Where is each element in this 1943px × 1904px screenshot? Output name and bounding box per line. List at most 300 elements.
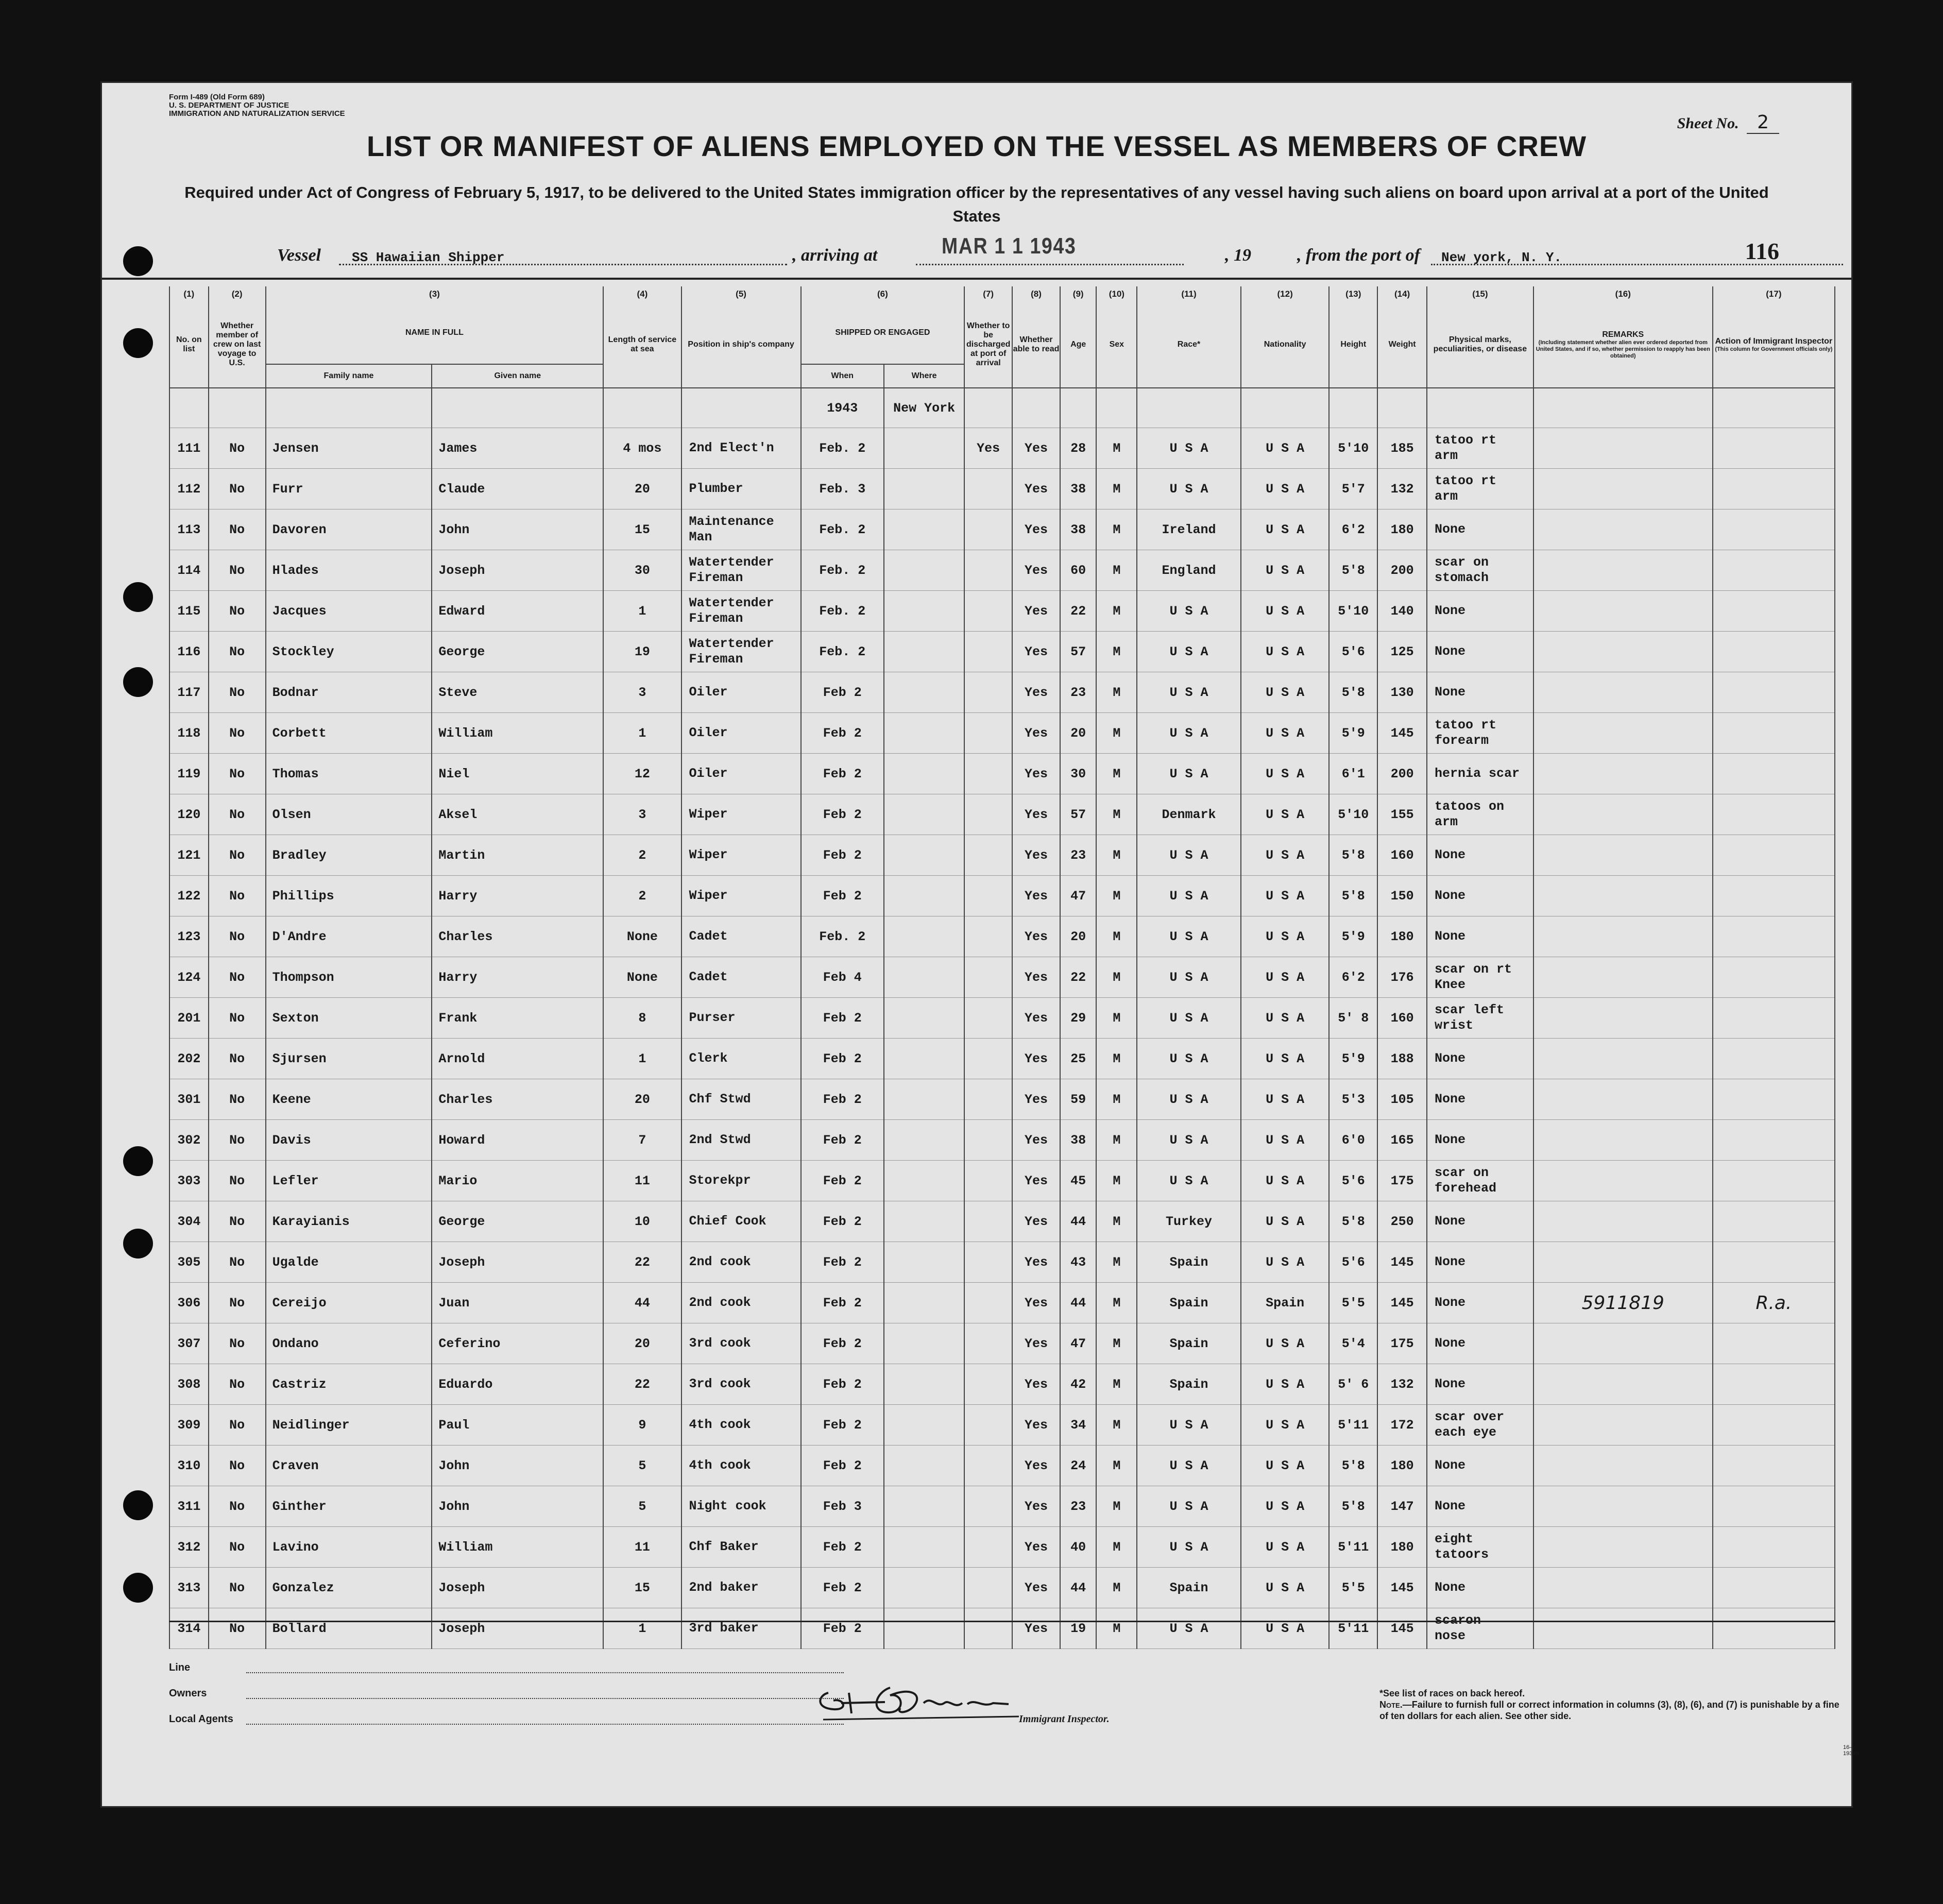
remarks [1533, 591, 1713, 632]
nationality: U S A [1241, 1079, 1329, 1120]
discharged [964, 876, 1012, 916]
able-to-read: Yes [1012, 1527, 1060, 1568]
race: Spain [1137, 1568, 1241, 1608]
remarks [1533, 509, 1713, 550]
crew-row [169, 754, 1835, 794]
height: 5'11 [1329, 1608, 1377, 1649]
position: Wiper [681, 794, 801, 835]
last-voyage-member: No [209, 1446, 266, 1486]
crew-row [169, 1405, 1835, 1446]
shipped-where: New York [884, 388, 964, 428]
last-voyage-member: No [209, 591, 266, 632]
weight: 145 [1377, 1608, 1427, 1649]
physical-marks: hernia scar [1427, 754, 1533, 794]
document-subtitle: Required under Act of Congress of February 5, 1917, to be delivered to the United States immigration officer by the representatives of any vessel having such aliens on board upon arrival at a port of the United States [184, 183, 1769, 225]
weight: 176 [1377, 957, 1427, 998]
col-number: (13) [1329, 286, 1377, 302]
family-name: Davis [266, 1120, 432, 1161]
age: 25 [1060, 1039, 1097, 1079]
height: 6'1 [1329, 754, 1377, 794]
binder-hole [123, 667, 153, 697]
nationality: U S A [1241, 591, 1329, 632]
given-name: George [432, 632, 603, 672]
age: 20 [1060, 916, 1097, 957]
weight: 147 [1377, 1486, 1427, 1527]
row-number: 314 [169, 1608, 209, 1649]
shipped-where [884, 1201, 964, 1242]
sex: M [1096, 1568, 1137, 1608]
nationality: U S A [1241, 672, 1329, 713]
nationality: U S A [1241, 1161, 1329, 1201]
physical-marks: None [1427, 1568, 1533, 1608]
col-number: (17) [1713, 286, 1835, 302]
height: 5'8 [1329, 876, 1377, 916]
inspector-action [1713, 550, 1835, 591]
remarks [1533, 1039, 1713, 1079]
length-of-service: 1 [603, 591, 681, 632]
discharged [964, 550, 1012, 591]
physical-marks: tatoos on arm [1427, 794, 1533, 835]
shipped-where [884, 1120, 964, 1161]
position: 3rd cook [681, 1364, 801, 1405]
shipped-when: Feb 3 [801, 1486, 884, 1527]
inspector-action [1713, 1364, 1835, 1405]
inspector-action [1713, 1405, 1835, 1446]
shipped-when: Feb 2 [801, 1405, 884, 1446]
crew-row [169, 1201, 1835, 1242]
position: Night cook [681, 1486, 801, 1527]
position: Clerk [681, 1039, 801, 1079]
physical-marks: None [1427, 509, 1533, 550]
given-name: Martin [432, 835, 603, 876]
race: Spain [1137, 1283, 1241, 1323]
weight: 165 [1377, 1120, 1427, 1161]
header-sex: Sex [1096, 302, 1137, 388]
from-port-label: , from the port of [1297, 246, 1420, 265]
nationality: U S A [1241, 1527, 1329, 1568]
height: 5'8 [1329, 672, 1377, 713]
action-subtitle: (This column for Government officials only) [1715, 346, 1833, 352]
race: Turkey [1137, 1201, 1241, 1242]
position: Watertender Fireman [681, 591, 801, 632]
length-of-service: 10 [603, 1201, 681, 1242]
last-voyage-member: No [209, 469, 266, 509]
position: Chief Cook [681, 1201, 801, 1242]
crew-row [169, 550, 1835, 591]
discharged [964, 1568, 1012, 1608]
able-to-read: Yes [1012, 1608, 1060, 1649]
sex: M [1096, 428, 1137, 469]
family-name: Sjursen [266, 1039, 432, 1079]
nationality: Spain [1241, 1283, 1329, 1323]
crew-row [169, 509, 1835, 550]
physical-marks: None [1427, 591, 1533, 632]
crew-row [169, 1120, 1835, 1161]
race: U S A [1137, 1446, 1241, 1486]
race: U S A [1137, 591, 1241, 632]
race: U S A [1137, 1608, 1241, 1649]
able-to-read: Yes [1012, 672, 1060, 713]
given-name: Harry [432, 957, 603, 998]
family-name: Jacques [266, 591, 432, 632]
sex: M [1096, 876, 1137, 916]
header-height: Height [1329, 302, 1377, 388]
race: Spain [1137, 1364, 1241, 1405]
binder-hole [123, 328, 153, 358]
family-name: Sexton [266, 998, 432, 1039]
shipped-when: Feb 2 [801, 1242, 884, 1283]
discharged [964, 1161, 1012, 1201]
family-name: Stockley [266, 632, 432, 672]
height: 5' 8 [1329, 998, 1377, 1039]
discharged [964, 1201, 1012, 1242]
age: 47 [1060, 1323, 1097, 1364]
family-name: Ondano [266, 1323, 432, 1364]
inspector-action [1713, 713, 1835, 754]
age: 38 [1060, 509, 1097, 550]
weight: 130 [1377, 672, 1427, 713]
able-to-read: Yes [1012, 469, 1060, 509]
race: Spain [1137, 1242, 1241, 1283]
given-name: Paul [432, 1405, 603, 1446]
discharged [964, 957, 1012, 998]
height: 5'9 [1329, 713, 1377, 754]
shipped-where [884, 998, 964, 1039]
row-number: 305 [169, 1242, 209, 1283]
line-label: Line [169, 1662, 191, 1673]
col-number: (4) [603, 286, 681, 302]
department: U. S. DEPARTMENT OF JUSTICE [169, 101, 289, 110]
row-number: 301 [169, 1079, 209, 1120]
height: 5'9 [1329, 1039, 1377, 1079]
discharged [964, 1283, 1012, 1323]
shipped-where [884, 1323, 964, 1364]
physical-marks: None [1427, 1039, 1533, 1079]
family-name: Bollard [266, 1608, 432, 1649]
given-name: Niel [432, 754, 603, 794]
able-to-read: Yes [1012, 1039, 1060, 1079]
discharged [964, 1120, 1012, 1161]
row-number: 115 [169, 591, 209, 632]
physical-marks: None [1427, 672, 1533, 713]
race: U S A [1137, 1120, 1241, 1161]
able-to-read: Yes [1012, 998, 1060, 1039]
sex: M [1096, 1446, 1137, 1486]
crew-row [169, 794, 1835, 835]
vessel-name: SS Hawaiian Shipper [352, 250, 505, 265]
row-number: 121 [169, 835, 209, 876]
last-voyage-member: No [209, 957, 266, 998]
length-of-service: 20 [603, 1079, 681, 1120]
inspector-action [1713, 632, 1835, 672]
nationality: U S A [1241, 713, 1329, 754]
last-voyage-member: No [209, 876, 266, 916]
crew-row [169, 591, 1835, 632]
weight: 175 [1377, 1323, 1427, 1364]
binder-hole [123, 1146, 153, 1176]
discharged [964, 1039, 1012, 1079]
binder-hole [123, 1490, 153, 1520]
sex: M [1096, 1242, 1137, 1283]
sex: M [1096, 672, 1137, 713]
action-title: Action of Immigrant Inspector [1715, 336, 1833, 346]
length-of-service: 19 [603, 632, 681, 672]
inspector-action [1713, 794, 1835, 835]
last-voyage-member: No [209, 713, 266, 754]
crew-row [169, 1446, 1835, 1486]
length-of-service: 15 [603, 509, 681, 550]
shipped-where [884, 754, 964, 794]
remarks [1533, 1323, 1713, 1364]
inspector-action [1713, 835, 1835, 876]
physical-marks: None [1427, 835, 1533, 876]
column-number-row [169, 286, 1835, 302]
col-number: (12) [1241, 286, 1329, 302]
inspector-action [1713, 1527, 1835, 1568]
family-name: Thompson [266, 957, 432, 998]
remarks [1533, 916, 1713, 957]
physical-marks: None [1427, 1323, 1533, 1364]
length-of-service: 15 [603, 1568, 681, 1608]
last-voyage-member: No [209, 1283, 266, 1323]
arriving-label: , arriving at [792, 246, 878, 265]
physical-marks: scaron nose [1427, 1608, 1533, 1649]
inspector-action [1713, 672, 1835, 713]
document-title: LIST OR MANIFEST OF ALIENS EMPLOYED ON THE VESSEL AS MEMBERS OF CREW [366, 130, 1587, 162]
remarks [1533, 1364, 1713, 1405]
weight: 180 [1377, 1446, 1427, 1486]
col-number: (2) [209, 286, 266, 302]
race: U S A [1137, 632, 1241, 672]
race: U S A [1137, 957, 1241, 998]
height: 5'11 [1329, 1527, 1377, 1568]
inspector-action [1713, 591, 1835, 632]
sex: M [1096, 1486, 1137, 1527]
inspector-action [1713, 469, 1835, 509]
owners-label: Owners [169, 1688, 207, 1699]
header-action [1713, 302, 1835, 388]
weight: 188 [1377, 1039, 1427, 1079]
weight: 145 [1377, 1283, 1427, 1323]
header-where: Where [884, 364, 964, 388]
discharged [964, 1405, 1012, 1446]
age: 23 [1060, 835, 1097, 876]
shipped-when: Feb. 2 [801, 550, 884, 591]
physical-marks: None [1427, 876, 1533, 916]
weight: 155 [1377, 794, 1427, 835]
vessel-label: Vessel [277, 246, 321, 265]
sheet-number-label: Sheet No. [1677, 115, 1739, 132]
able-to-read: Yes [1012, 1120, 1060, 1161]
date-header-row [169, 388, 1835, 428]
height: 5'6 [1329, 632, 1377, 672]
discharged [964, 998, 1012, 1039]
arriving-underline [916, 264, 1184, 265]
length-of-service: 9 [603, 1405, 681, 1446]
shipped-where [884, 916, 964, 957]
physical-marks: None [1427, 1283, 1533, 1323]
sex: M [1096, 1161, 1137, 1201]
weight: 140 [1377, 591, 1427, 632]
remarks [1533, 713, 1713, 754]
shipped-where [884, 794, 964, 835]
sheet-total-number: 116 [1745, 238, 1779, 264]
column-header-row [169, 302, 1835, 364]
physical-marks: eight tatoors [1427, 1527, 1533, 1568]
last-voyage-member: No [209, 1161, 266, 1201]
row-number: 303 [169, 1161, 209, 1201]
able-to-read: Yes [1012, 1323, 1060, 1364]
shipped-where [884, 509, 964, 550]
height: 5'10 [1329, 428, 1377, 469]
shipped-when: Feb 2 [801, 1161, 884, 1201]
family-name: Ginther [266, 1486, 432, 1527]
physical-marks: scar left wrist [1427, 998, 1533, 1039]
position: Watertender Fireman [681, 632, 801, 672]
position: 3rd baker [681, 1608, 801, 1649]
shipped-where [884, 957, 964, 998]
remarks [1533, 1405, 1713, 1446]
physical-marks: None [1427, 1201, 1533, 1242]
shipped-when: Feb 2 [801, 1201, 884, 1242]
header-race: Race* [1137, 302, 1241, 388]
age: 60 [1060, 550, 1097, 591]
sex: M [1096, 998, 1137, 1039]
last-voyage-member: No [209, 794, 266, 835]
header-length-of-service: Length of service at sea [603, 302, 681, 388]
position: Oiler [681, 713, 801, 754]
family-name: Jensen [266, 428, 432, 469]
inspector-signature [813, 1672, 1029, 1729]
shipped-when: Feb 4 [801, 957, 884, 998]
immigrant-inspector-label: Immigrant Inspector. [1019, 1713, 1110, 1725]
height: 6'2 [1329, 957, 1377, 998]
sex: M [1096, 1283, 1137, 1323]
height: 5'11 [1329, 1405, 1377, 1446]
physical-marks: None [1427, 1364, 1533, 1405]
length-of-service: 1 [603, 1039, 681, 1079]
sex: M [1096, 509, 1137, 550]
length-of-service: 7 [603, 1120, 681, 1161]
header-whether-member: Whether member of crew on last voyage to U.S. [209, 302, 266, 388]
shipped-when: Feb. 2 [801, 428, 884, 469]
length-of-service: 11 [603, 1161, 681, 1201]
position: Cadet [681, 957, 801, 998]
race: Spain [1137, 1323, 1241, 1364]
position: Oiler [681, 754, 801, 794]
height: 6'2 [1329, 509, 1377, 550]
physical-marks: None [1427, 1242, 1533, 1283]
height: 5'4 [1329, 1323, 1377, 1364]
family-name: Lefler [266, 1161, 432, 1201]
family-name: Lavino [266, 1527, 432, 1568]
crew-row [169, 672, 1835, 713]
remarks [1533, 1120, 1713, 1161]
given-name: William [432, 1527, 603, 1568]
inspector-action [1713, 1161, 1835, 1201]
physical-marks: None [1427, 1079, 1533, 1120]
able-to-read: Yes [1012, 1242, 1060, 1283]
sex: M [1096, 1201, 1137, 1242]
position: Purser [681, 998, 801, 1039]
crew-row [169, 1323, 1835, 1364]
length-of-service: 20 [603, 469, 681, 509]
col-number: (7) [964, 286, 1012, 302]
height: 5'6 [1329, 1161, 1377, 1201]
race: U S A [1137, 876, 1241, 916]
physical-marks: tatoo rt arm [1427, 428, 1533, 469]
remarks [1533, 1446, 1713, 1486]
remarks [1533, 1079, 1713, 1120]
nationality: U S A [1241, 1364, 1329, 1405]
age: 34 [1060, 1405, 1097, 1446]
physical-marks: scar on rt Knee [1427, 957, 1533, 998]
col-number: (11) [1137, 286, 1241, 302]
sex: M [1096, 1323, 1137, 1364]
crew-row [169, 876, 1835, 916]
weight: 175 [1377, 1161, 1427, 1201]
family-name: Furr [266, 469, 432, 509]
crew-row [169, 1079, 1835, 1120]
remarks [1533, 1161, 1713, 1201]
able-to-read: Yes [1012, 754, 1060, 794]
shipped-where [884, 1486, 964, 1527]
age: 57 [1060, 794, 1097, 835]
given-name: John [432, 1486, 603, 1527]
sex: M [1096, 550, 1137, 591]
shipped-when: Feb 2 [801, 998, 884, 1039]
remarks [1533, 1486, 1713, 1527]
length-of-service: 44 [603, 1283, 681, 1323]
crew-row [169, 1527, 1835, 1568]
length-of-service: 5 [603, 1446, 681, 1486]
given-name: Howard [432, 1120, 603, 1161]
discharged [964, 794, 1012, 835]
race: U S A [1137, 916, 1241, 957]
given-name: Joseph [432, 550, 603, 591]
given-name: Joseph [432, 1568, 603, 1608]
race: England [1137, 550, 1241, 591]
row-number: 124 [169, 957, 209, 998]
shipped-when: Feb 2 [801, 1568, 884, 1608]
row-number: 119 [169, 754, 209, 794]
position: 2nd cook [681, 1242, 801, 1283]
weight: 180 [1377, 509, 1427, 550]
height: 5' 6 [1329, 1364, 1377, 1405]
last-voyage-member: No [209, 1323, 266, 1364]
given-name: Ceferino [432, 1323, 603, 1364]
shipped-where [884, 876, 964, 916]
able-to-read: Yes [1012, 876, 1060, 916]
row-number: 304 [169, 1201, 209, 1242]
height: 5'10 [1329, 591, 1377, 632]
length-of-service: 5 [603, 1486, 681, 1527]
row-number: 114 [169, 550, 209, 591]
form-identifier [169, 93, 345, 118]
able-to-read: Yes [1012, 794, 1060, 835]
shipped-when: Feb. 2 [801, 591, 884, 632]
nationality: U S A [1241, 754, 1329, 794]
inspector-action [1713, 1039, 1835, 1079]
physical-marks: None [1427, 1486, 1533, 1527]
able-to-read: Yes [1012, 1283, 1060, 1323]
position: 2nd cook [681, 1283, 801, 1323]
given-name: Arnold [432, 1039, 603, 1079]
sex: M [1096, 835, 1137, 876]
race: U S A [1137, 998, 1241, 1039]
position: 4th cook [681, 1405, 801, 1446]
given-name: James [432, 428, 603, 469]
